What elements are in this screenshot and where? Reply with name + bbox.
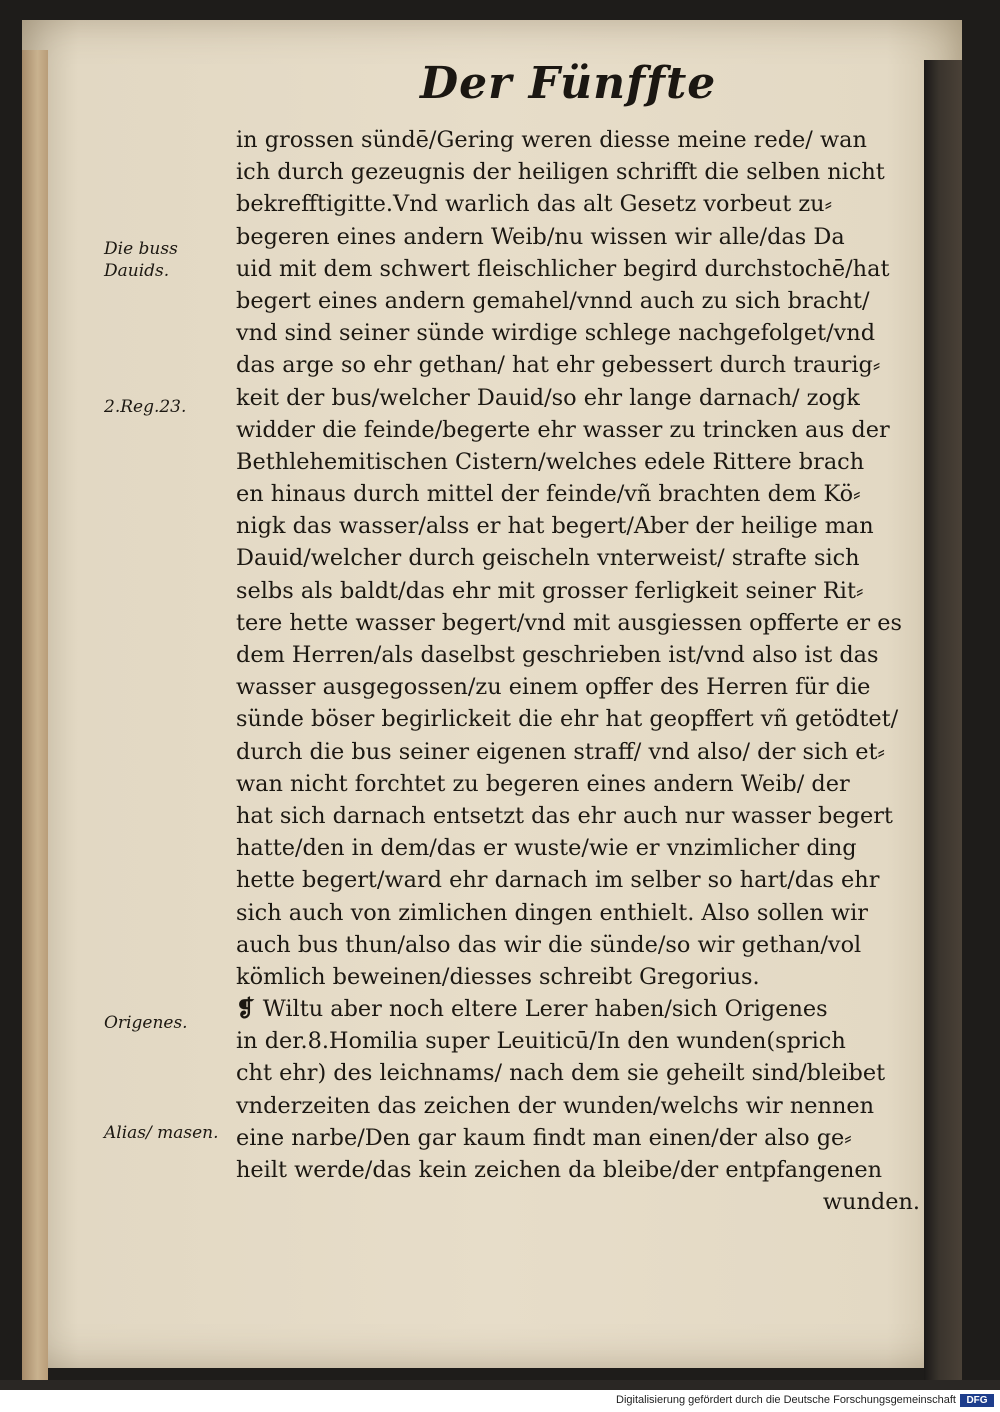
text-line: widder die feinde/begerte ehr wasser zu trincken aus der <box>236 416 890 443</box>
text-line: sünde böser begirlickeit die ehr hat geopffert vñ getödtet/ <box>236 706 899 733</box>
text-line: begert eines andern gemahel/vnnd auch zu sich bracht/ <box>236 287 870 314</box>
text-line: hette begert/ward ehr darnach im selber so hart/das ehr <box>236 867 880 894</box>
text-line: wan nicht forchtet zu begeren eines andern Weib/ der <box>236 770 850 797</box>
book-spine <box>22 50 48 1380</box>
margin-note-alias: Alias/ masen. <box>104 1123 219 1143</box>
margin-note-reg: 2.Reg.23. <box>104 397 187 417</box>
text-line: selbs als baldt/das ehr mit grosser ferligkeit seiner Rit⸗ <box>236 577 864 604</box>
text-line: eine narbe/Den gar kaum findt man einen/der also ge⸗ <box>236 1124 852 1151</box>
text-line: auch bus thun/also das wir die sünde/so wir gethan/vol <box>236 931 862 958</box>
text-line: das arge so ehr gethan/ hat ehr gebessert durch traurig⸗ <box>236 352 881 379</box>
margin-note-buss-dauids: Die buss Dauids. <box>104 239 178 281</box>
text-line: uid mit dem schwert fleischlicher begird durchstochē/hat <box>236 255 890 282</box>
text-line: dem Herren/als daselbst geschrieben ist/vnd also ist das <box>236 642 879 668</box>
footer-credit: Digitalisierung gefördert durch die Deutsche Forschungsgemeinschaft <box>616 1394 956 1406</box>
text-line: in grossen sündē/Gering weren diesse meine rede/ wan <box>236 127 867 153</box>
text-line: begeren eines andern Weib/nu wissen wir alle/das Da <box>236 223 845 250</box>
text-line: Wiltu aber noch eltere Lerer haben/sich Origenes <box>262 996 828 1023</box>
text-line: hat sich darnach entsetzt das ehr auch nur wasser begert <box>236 802 893 829</box>
text-line: wasser ausgegossen/zu einem opffer des Herren für die <box>236 674 871 701</box>
text-line: tere hette wasser begert/vnd mit ausgiessen opfferte er es <box>236 609 902 636</box>
catchword: wunden. <box>822 1189 920 1216</box>
paragraph-start-line <box>236 993 926 1025</box>
text-line: vnderzeiten das zeichen der wunden/welchs wir nennen <box>236 1092 875 1119</box>
text-line: en hinaus durch mittel der feinde/vñ brachten dem Kö⸗ <box>236 481 861 508</box>
text-line: kömlich beweinen/diesses schreibt Gregorius. <box>236 963 760 990</box>
running-head: Der Fünffte <box>420 58 717 109</box>
margin-note-origenes: Origenes. <box>104 1013 188 1033</box>
body-text <box>236 124 926 1218</box>
text-line: Bethlehemitischen Cistern/welches edele Rittere brach <box>236 448 865 475</box>
text-line: durch die bus seiner eigenen straff/ vnd also/ der sich et⸗ <box>236 738 885 765</box>
pilcrow-icon: ❡ <box>236 996 255 1023</box>
text-line: heilt werde/das kein zeichen da bleibe/der entpfangenen <box>236 1157 883 1183</box>
adjacent-page-edge <box>924 60 962 1380</box>
text-line: bekrefftigitte.Vnd warlich das alt Gesetz vorbeut zu⸗ <box>236 191 833 218</box>
text-line: hatte/den in dem/das er wuste/wie er vnzimlicher ding <box>236 835 857 862</box>
text-line: ich durch gezeugnis der heiligen schrifft die selben nicht <box>236 159 885 186</box>
text-line: Dauid/welcher durch geischeln vnterweist/ strafte sich <box>236 545 860 572</box>
text-line: vnd sind seiner sünde wirdige schlege nachgefolget/vnd <box>236 320 876 347</box>
text-line: nigk das wasser/alss er hat begert/Aber der heilige man <box>236 513 874 540</box>
text-line: cht ehr) des leichnams/ nach dem sie geheilt sind/bleibet <box>236 1060 886 1087</box>
text-line: in der.8.Homilia super Leuiticū/In den wunden(sprich <box>236 1028 846 1055</box>
text-line: keit der bus/welcher Dauid/so ehr lange darnach/ zogk <box>236 384 860 411</box>
text-line: sich auch von zimlichen dingen enthielt. Also sollen wir <box>236 899 868 926</box>
dfg-logo-icon: DFG <box>960 1394 994 1407</box>
